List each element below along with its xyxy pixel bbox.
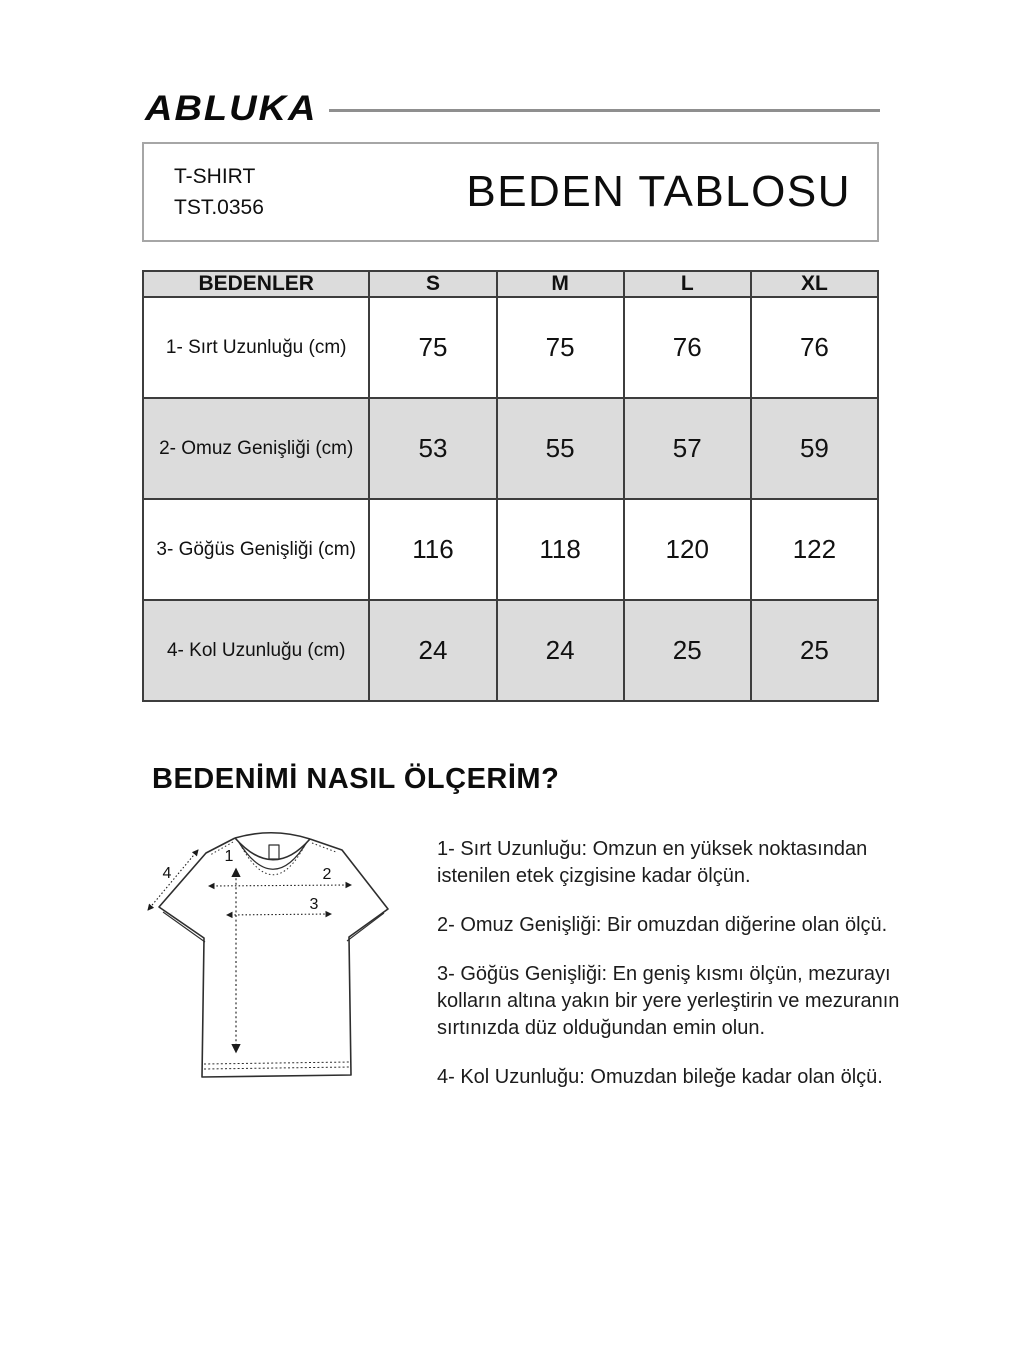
product-code: TST.0356 (174, 196, 264, 219)
cell-value: 55 (497, 398, 624, 499)
tshirt-outline (159, 833, 388, 1077)
table-row-chest-width (143, 499, 878, 600)
cell-value: 120 (624, 499, 751, 600)
size-table-header-row (143, 271, 878, 297)
measuring-instructions (437, 836, 915, 1113)
row-label: 2- Omuz Genişliği (cm) (143, 398, 369, 499)
row-label: 3- Göğüs Genişliği (cm) (143, 499, 369, 600)
diagram-label-shoulder-width: 2 (322, 866, 332, 883)
brand-logo: ABLUKA (145, 89, 318, 129)
how-to-measure-heading: BEDENİMİ NASIL ÖLÇERİM? (152, 763, 560, 795)
cell-value: 59 (751, 398, 878, 499)
table-row-sleeve-length (143, 600, 878, 701)
diagram-label-sleeve-length: 4 (162, 865, 172, 882)
cell-value: 24 (369, 600, 496, 701)
cell-value: 24 (497, 600, 624, 701)
instruction-chest-width: 3- Göğüs Genişliği: En geniş kısmı ölçün, mezurayı kolların altına yakın bir yere yerleştirin ve mezuranın sırtınızda düz olduğundan emin olun. (437, 963, 900, 1039)
product-type: T-SHIRT (174, 165, 256, 188)
table-row-shoulder-width (143, 398, 878, 499)
title-box (142, 142, 879, 242)
column-header-xl: XL (751, 271, 878, 297)
header-divider-line (329, 109, 880, 112)
column-header-l: L (624, 271, 751, 297)
cell-value: 25 (624, 600, 751, 701)
instruction-sleeve-length: 4- Kol Uzunluğu: Omuzdan bileğe kadar olan ölçü. (437, 1066, 883, 1088)
diagram-label-chest-width: 3 (309, 896, 319, 913)
row-label: 4- Kol Uzunluğu (cm) (143, 600, 369, 701)
diagram-label-back-length: 1 (224, 848, 234, 865)
page-title: BEDEN TABLOSU (466, 167, 851, 216)
column-header-m: M (497, 271, 624, 297)
cell-value: 118 (497, 499, 624, 600)
product-meta (174, 161, 264, 223)
row-label: 1- Sırt Uzunluğu (cm) (143, 297, 369, 398)
cell-value: 76 (751, 297, 878, 398)
column-header-bedenler: BEDENLER (143, 271, 369, 297)
cell-value: 75 (369, 297, 496, 398)
measurement-arrows (148, 850, 351, 1052)
instruction-back-length: 1- Sırt Uzunluğu: Omzun en yüksek noktasından istenilen etek çizgisine kadar ölçün. (437, 838, 868, 887)
cell-value: 25 (751, 600, 878, 701)
size-table (142, 270, 879, 702)
cell-value: 75 (497, 297, 624, 398)
table-row-back-length (143, 297, 878, 398)
cell-value: 53 (369, 398, 496, 499)
cell-value: 76 (624, 297, 751, 398)
tshirt-measurement-diagram-icon (130, 823, 430, 1093)
cell-value: 122 (751, 499, 878, 600)
brand-header (145, 89, 880, 129)
column-header-s: S (369, 271, 496, 297)
cell-value: 116 (369, 499, 496, 600)
cell-value: 57 (624, 398, 751, 499)
instruction-shoulder-width: 2- Omuz Genişliği: Bir omuzdan diğerine olan ölçü. (437, 914, 888, 936)
